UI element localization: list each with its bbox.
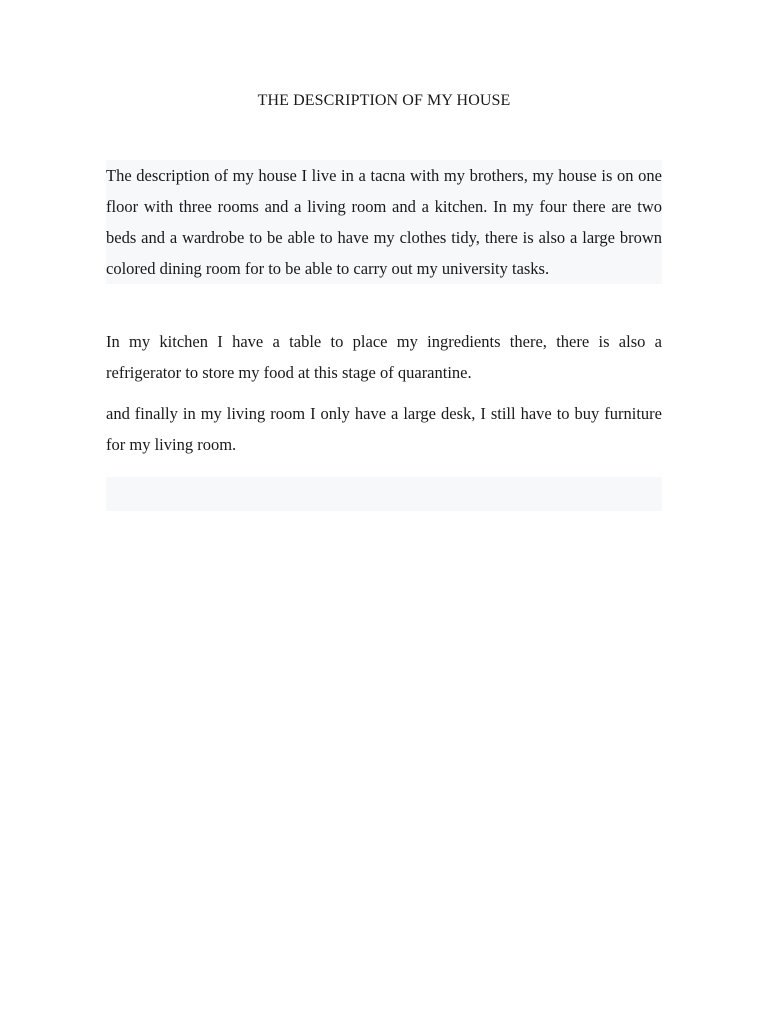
document-title: THE DESCRIPTION OF MY HOUSE (257, 92, 511, 109)
empty-highlighted-line (106, 477, 662, 511)
paragraph-living-room: and finally in my living room I only have a large desk, I still have to buy furniture for my living room. (106, 404, 662, 454)
paragraph-kitchen: In my kitchen I have a table to place my ingredients there, there is also a refrigerator to store my food at this stage of quarantine. (106, 332, 662, 382)
paragraph-house-description: The description of my house I live in a tacna with my brothers, my house is on one floor with three rooms and a living room and a kitchen. In my four there are two beds and a wardrobe to be able to have my clothes tidy, there is also a large brown colored dining room for to be able to carry out my university tasks. (106, 160, 662, 284)
